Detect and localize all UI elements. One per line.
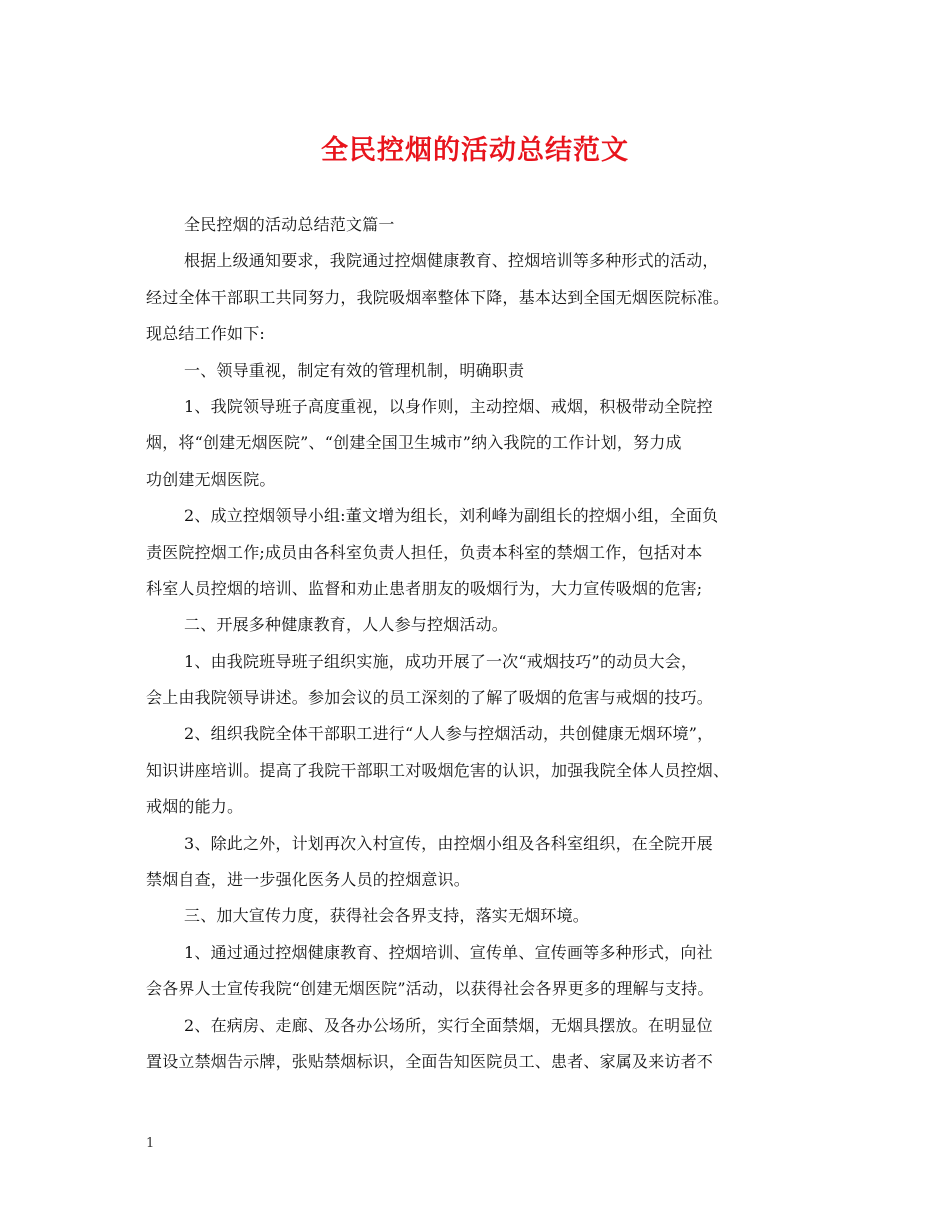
text-line: 1、我院领导班子高度重视，以身作则，主动控烟、戒烟，积极带动全院控 xyxy=(184,396,713,416)
text-line: 会上由我院领导讲述。参加会议的员工深刻的了解了吸烟的危害与戒烟的技巧。 xyxy=(146,688,714,708)
document-body xyxy=(146,207,814,1080)
text-line: 置设立禁烟告示牌，张贴禁烟标识，全面告知医院员工、患者、家属及来访者不 xyxy=(146,1051,714,1071)
text-line: 责医院控烟工作;成员由各科室负责人担任，负责本科室的禁烟工作，包括对本 xyxy=(146,542,703,562)
text-line: 全民控烟的活动总结范文篇一 xyxy=(184,215,395,234)
text-line: 会各界人士宣传我院“创建无烟医院”活动，以获得社会各界更多的理解与支持。 xyxy=(146,979,714,999)
text-line: 2、组织我院全体干部职工进行“人人参与控烟活动，共创健康无烟环境”， xyxy=(184,724,714,744)
section-heading: 一、领导重视，制定有效的管理机制，明确职责 xyxy=(184,360,525,380)
text-line: 禁烟自查，进一步强化医务人员的控烟意识。 xyxy=(146,870,471,890)
text-line: 3、除此之外，计划再次入村宣传，由控烟小组及各科室组织，在全院开展 xyxy=(184,833,713,853)
text-line: 功创建无烟医院。 xyxy=(146,469,276,489)
text-line: 经过全体干部职工共同努力，我院吸烟率整体下降，基本达到全国无烟医院标准。 xyxy=(146,287,730,307)
text-line: 科室人员控烟的培训、监督和劝止患者朋友的吸烟行为，大力宣传吸烟的危害; xyxy=(146,578,703,598)
text-line: 2、成立控烟领导小组:董文增为组长，刘利峰为副组长的控烟小组，全面负 xyxy=(184,506,719,526)
text-line: 1、通过通过控烟健康教育、控烟培训、宣传单、宣传画等多种形式，向社 xyxy=(184,942,713,962)
text-line: 知识讲座培训。提高了我院干部职工对吸烟危害的认识，加强我院全体人员控烟、 xyxy=(146,760,730,780)
text-line: 戒烟的能力。 xyxy=(146,797,244,817)
text-line: 现总结工作如下: xyxy=(146,324,265,344)
page-number: 1 xyxy=(146,1136,155,1151)
text-line: 根据上级通知要求，我院通过控烟健康教育、控烟培训等多种形式的活动， xyxy=(184,251,719,271)
text-line: 烟，将“创建无烟医院”、“创建全国卫生城市”纳入我院的工作计划，努力成 xyxy=(146,433,682,453)
text-line: 1、由我院班导班子组织实施，成功开展了一次“戒烟技巧”的动员大会， xyxy=(184,651,698,671)
document-title: 全民控烟的活动总结范文 xyxy=(321,135,629,166)
section-heading: 三、加大宣传力度，获得社会各界支持，落实无烟环境。 xyxy=(184,906,590,926)
text-line: 2、在病房、走廊、及各办公场所，实行全面禁烟，无烟具摆放。在明显位 xyxy=(184,1015,713,1035)
section-heading: 二、开展多种健康教育，人人参与控烟活动。 xyxy=(184,615,509,635)
